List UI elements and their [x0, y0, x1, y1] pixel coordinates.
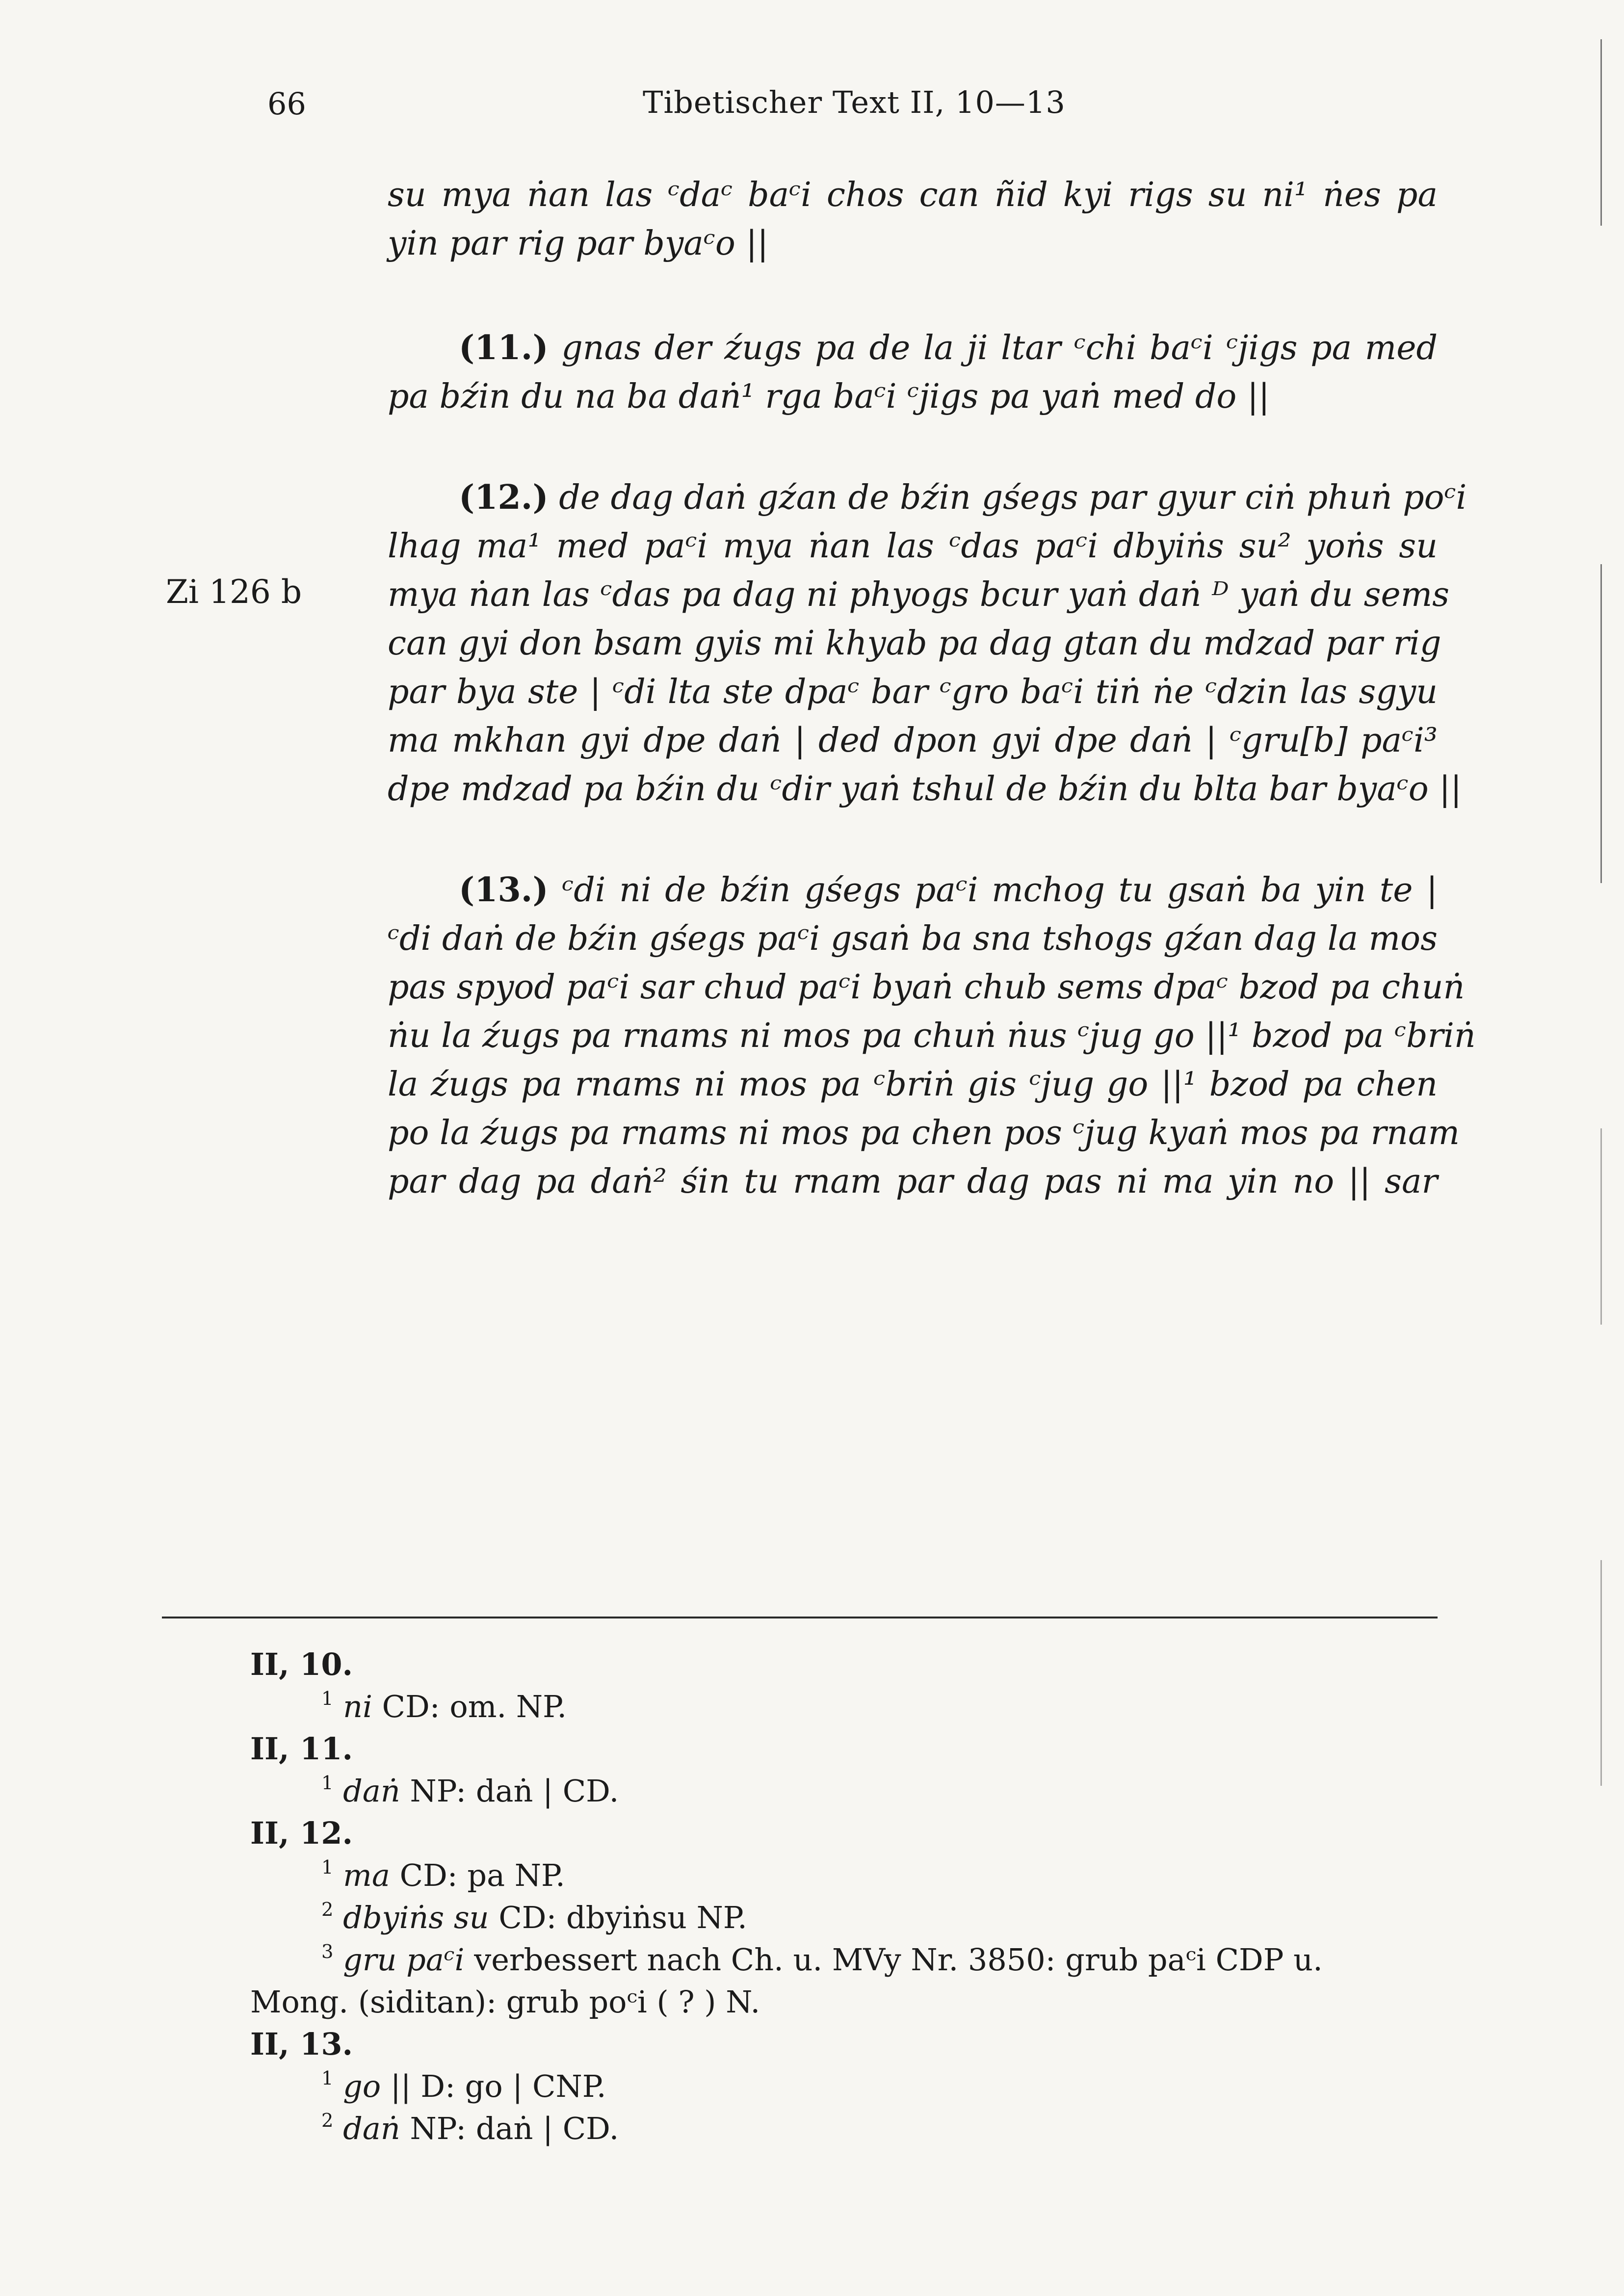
text-line: pa bźin du na ba daṅ¹ rga baᶜi ᶜjigs pa yaṅ med do || [388, 377, 1270, 416]
footnote-rule [162, 1617, 1438, 1618]
footnotes [250, 1644, 1438, 2150]
footnote: $^1$ ma CD: pa NP. [321, 1856, 565, 1893]
scan-edge-line [1600, 1560, 1602, 1786]
text-line: ṅu la źugs pa rnams ni mos pa chuṅ ṅus ᶜjug go ||¹ bzod pa ᶜbriṅ [388, 1017, 1476, 1055]
footnote-heading: II, 11. [250, 1731, 353, 1767]
text-line: par dag pa daṅ² śin tu rnam par dag pas ni ma yin no || sar [388, 1162, 1438, 1201]
scan-edge-line [1600, 1128, 1602, 1325]
text-line: pas spyod paᶜi sar chud paᶜi byaṅ chub sems dpaᶜ bzod pa chuṅ [388, 968, 1465, 1007]
section-number: (13.) [459, 870, 549, 910]
footnote: $^2$ daṅ NP: daṅ | CD. [321, 2110, 619, 2146]
text-line: dpe mdzad pa bźin du ᶜdir yaṅ tshul de bźin du blta bar byaᶜo || [388, 770, 1462, 809]
scan-edge-line [1600, 39, 1602, 226]
footnote: $^3$ gru paᶜi verbessert nach Ch. u. MVy Nr. 3850: grub paᶜi CDP u. [321, 1941, 1323, 1978]
text-line: su mya ṅan las ᶜdaᶜ baᶜi chos can ñid kyi rigs su ni¹ ṅes pa [388, 176, 1438, 214]
footnote-continuation: Mong. (siditan): grub poᶜi ( ? ) N. [250, 1984, 760, 2020]
text-line: ᶜdi daṅ de bźin gśegs paᶜi gsaṅ ba sna tshogs gźan dag la mos [388, 919, 1438, 958]
margin-reference: Zi 126 b [166, 573, 302, 611]
section-13 [388, 866, 1476, 1206]
footnote-heading: II, 13. [250, 2026, 353, 2062]
footnote-heading: II, 10. [250, 1646, 353, 1682]
text-line: de dag daṅ gźan de bźin gśegs par gyur ciṅ phuṅ poᶜi [559, 478, 1467, 517]
text-line: lhag ma¹ med paᶜi mya ṅan las ᶜdas paᶜi dbyiṅs su² yoṅs su [388, 527, 1438, 566]
text-line: ᶜdi ni de bźin gśegs paᶜi mchog tu gsaṅ ba yin te | [562, 871, 1438, 910]
text-line: po la źugs pa rnams ni mos pa chen pos ᶜjug kyaṅ mos pa rnam [388, 1114, 1460, 1152]
section-12 [388, 473, 1467, 813]
text-line: par bya ste | ᶜdi lta ste dpaᶜ bar ᶜgro baᶜi tiṅ ṅe ᶜdzin las sgyu [388, 673, 1438, 711]
footnote: $^1$ go || D: go | CNP. [321, 2067, 606, 2104]
section-11 [388, 324, 1438, 421]
scan-edge-line [1600, 564, 1602, 883]
section-10 [388, 171, 1438, 268]
page-number: 66 [267, 86, 306, 122]
footnote: $^2$ dbyiṅs su CD: dbyiṅsu NP. [321, 1899, 747, 1935]
text-line: can gyi don bsam gyis mi khyab pa dag gtan du mdzad par rig [388, 624, 1441, 663]
text-line: gnas der źugs pa de la ji ltar ᶜchi baᶜi ᶜjigs pa med [561, 329, 1438, 367]
running-title: Tibetischer Text II, 10—13 [643, 84, 1066, 120]
text-line: la źugs pa rnams ni mos pa ᶜbriṅ gis ᶜjug go ||¹ bzod pa chen [388, 1065, 1438, 1104]
section-number: (12.) [459, 478, 549, 517]
text-line: yin par rig par byaᶜo || [388, 224, 769, 263]
footnote: $^1$ daṅ NP: daṅ | CD. [321, 1772, 619, 1809]
text-line: ma mkhan gyi dpe daṅ | ded dpon gyi dpe daṅ | ᶜgru[b] paᶜi³ [388, 721, 1438, 760]
section-number: (11.) [459, 328, 549, 367]
footnote: $^1$ ni CD: om. NP. [321, 1688, 567, 1724]
footnote-heading: II, 12. [250, 1815, 353, 1851]
text-line: mya ṅan las ᶜdas pa dag ni phyogs bcur yaṅ daṅ ᴰ yaṅ du sems [388, 575, 1450, 614]
